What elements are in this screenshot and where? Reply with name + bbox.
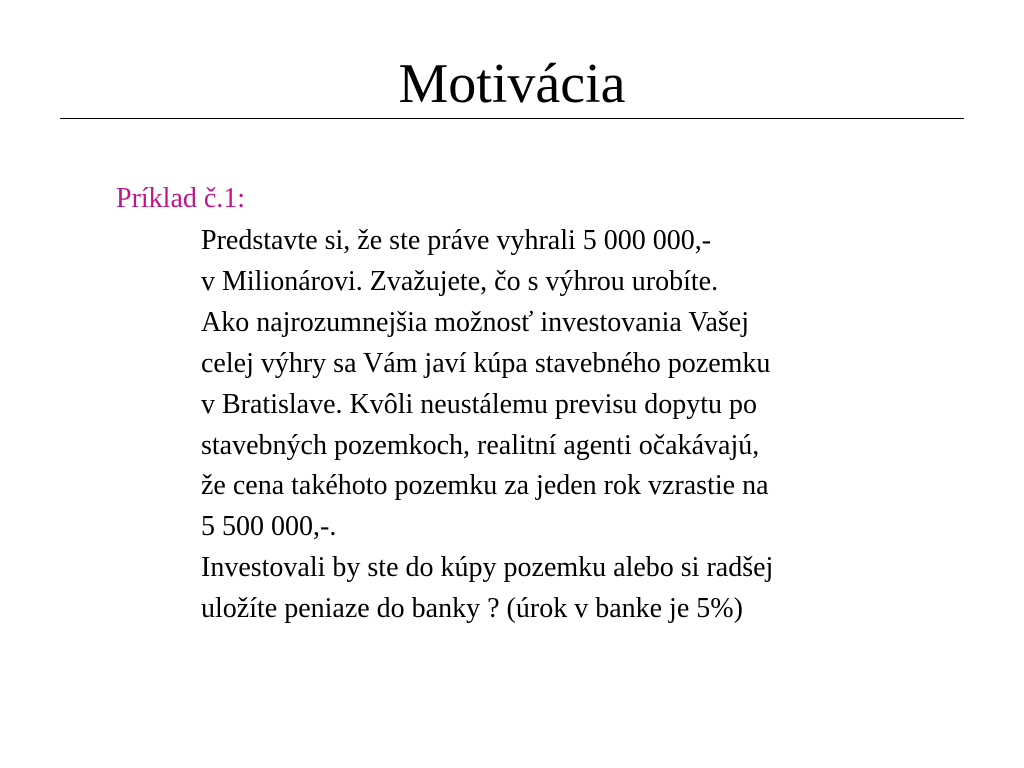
text-line: uložíte peniaze do banky ? (úrok v banke je 5%) [201, 593, 743, 625]
text-line: stavebných pozemkoch, realitní agenti očakávajú, [201, 429, 760, 461]
text-line: že cena takéhoto pozemku za jeden rok vzrastie na [201, 470, 769, 502]
example-label: Príklad č.1: [116, 183, 246, 214]
example-text [201, 221, 961, 630]
text-line: Ako najrozumnejšia možnosť investovania Vašej [201, 306, 749, 338]
slide-title: Motivácia [398, 53, 626, 115]
text-line: Predstavte si, že ste práve vyhrali 5 000 000,- [201, 225, 712, 256]
text-line: v Milionárovi. Zvažujete, čo s výhrou urobíte. [201, 265, 719, 297]
text-line: v Bratislave. Kvôli neustálemu previsu dopytu po [201, 388, 758, 420]
text-line: Investovali by ste do kúpy pozemku alebo si radšej [201, 552, 774, 584]
text-line: celej výhry sa Vám javí kúpa stavebného pozemku [201, 347, 771, 379]
text-line: 5 500 000,-. [201, 511, 337, 543]
title-divider [60, 118, 964, 119]
